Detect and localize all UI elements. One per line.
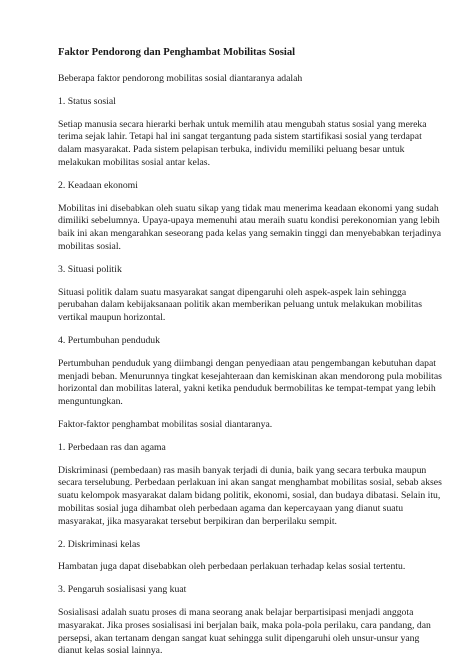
document-title: Faktor Pendorong dan Penghambat Mobilitas Sosial <box>58 47 296 58</box>
inhibit-factor-heading-2: 2. Diskriminasi kelas <box>58 538 141 550</box>
inhibit-factor-heading-1: 1. Perbedaan ras dan agama <box>58 441 166 453</box>
push-factor-heading-4: 4. Pertumbuhan penduduk <box>58 334 160 346</box>
push-factor-text-4: Pertumbuhan penduduk yang diimbangi dengan penyediaan atau pengembangan kebutuhan dapat menjadi beban. Menurunnya tingkat kesejahteraan dan kemiskinan akan mendorong pula mobilitas horizontal dan mobilitas lateral, yakni ketika penduduk bermobilitas ke tempat-tempat yang lebih menguntungkan. <box>58 357 442 408</box>
intro-paragraph: Beberapa faktor pendorong mobilitas sosial diantaranya adalah <box>58 73 303 84</box>
push-factor-heading-3: 3. Situasi politik <box>58 263 122 275</box>
inhibit-factor-heading-3: 3. Pengaruh sosialisasi yang kuat <box>58 584 187 596</box>
push-factor-text-2: Mobilitas ini disebabkan oleh suatu sikap yang tidak mau menerima keadaan ekonomi yang sudah dimiliki sebelumnya. Upaya-upaya memenuhi atau meraih suatu kondisi perekonomian yang lebih baik ini akan mengarahkan seseorang pada kelas yang semakin tinggi dan menyebabkan terjadinya mobilitas sosial. <box>58 202 442 252</box>
inhibit-intro-paragraph: Faktor-faktor penghambat mobilitas sosial diantaranya. <box>58 418 273 430</box>
push-factor-text-3: Situasi politik dalam suatu masyarakat sangat dipengaruhi oleh aspek-aspek lain sehingga perubahan dalam kebijaksanaan politik akan memberikan peluang untuk melakukan mobilitas vertikal maupun horizontal. <box>58 286 422 324</box>
inhibit-factor-text-3: Sosialisasi adalah suatu proses di mana seorang anak belajar berpartisipasi menjadi anggota masyarakat. Jika proses sosialisasi ini berjalan baik, maka pola-pola perilaku, cara pandang, dan persepsi, akan tertanam dengan sangat kuat sehingga sulit dipengaruhi oleh unsur-unsur yang dianut kelas sosial lainnya. <box>58 606 431 657</box>
push-factor-text-1: Setiap manusia secara hierarki berhak untuk memilih atau mengubah status sosial yang mereka terima sejak lahir. Tetapi hal ini sangat tergantung pada sistem startifikasi sosial yang terdapat dalam masyarakat. Pada sistem pelapisan terbuka, individu memiliki peluang besar untuk melakukan mobilitas sosial antar kelas. <box>58 118 427 168</box>
inhibit-factor-text-2: Hambatan juga dapat disebabkan oleh perbedaan perlakuan terhadap kelas sosial tertentu. <box>58 561 406 573</box>
push-factor-heading-2: 2. Keadaan ekonomi <box>58 179 138 191</box>
inhibit-factor-text-1: Diskriminasi (pembedaan) ras masih banyak terjadi di dunia, baik yang secara terbuka maupun secara terselubung. Perbedaan perlakuan ini akan sangat menghambat mobilitas sosial, sebab akses suatu kelompok masyarakat dalam bidang politik, ekonomi, sosial, dan budaya dibatasi. Selain itu, mobilitas sosial juga dihambat oleh perbedaan agama dan kepercayaan yang dianut suatu masyarakat, jika masyarakat tersebut berpikiran dan berperilaku sempit. <box>58 464 442 527</box>
push-factor-heading-1: 1. Status sosial <box>58 95 116 107</box>
